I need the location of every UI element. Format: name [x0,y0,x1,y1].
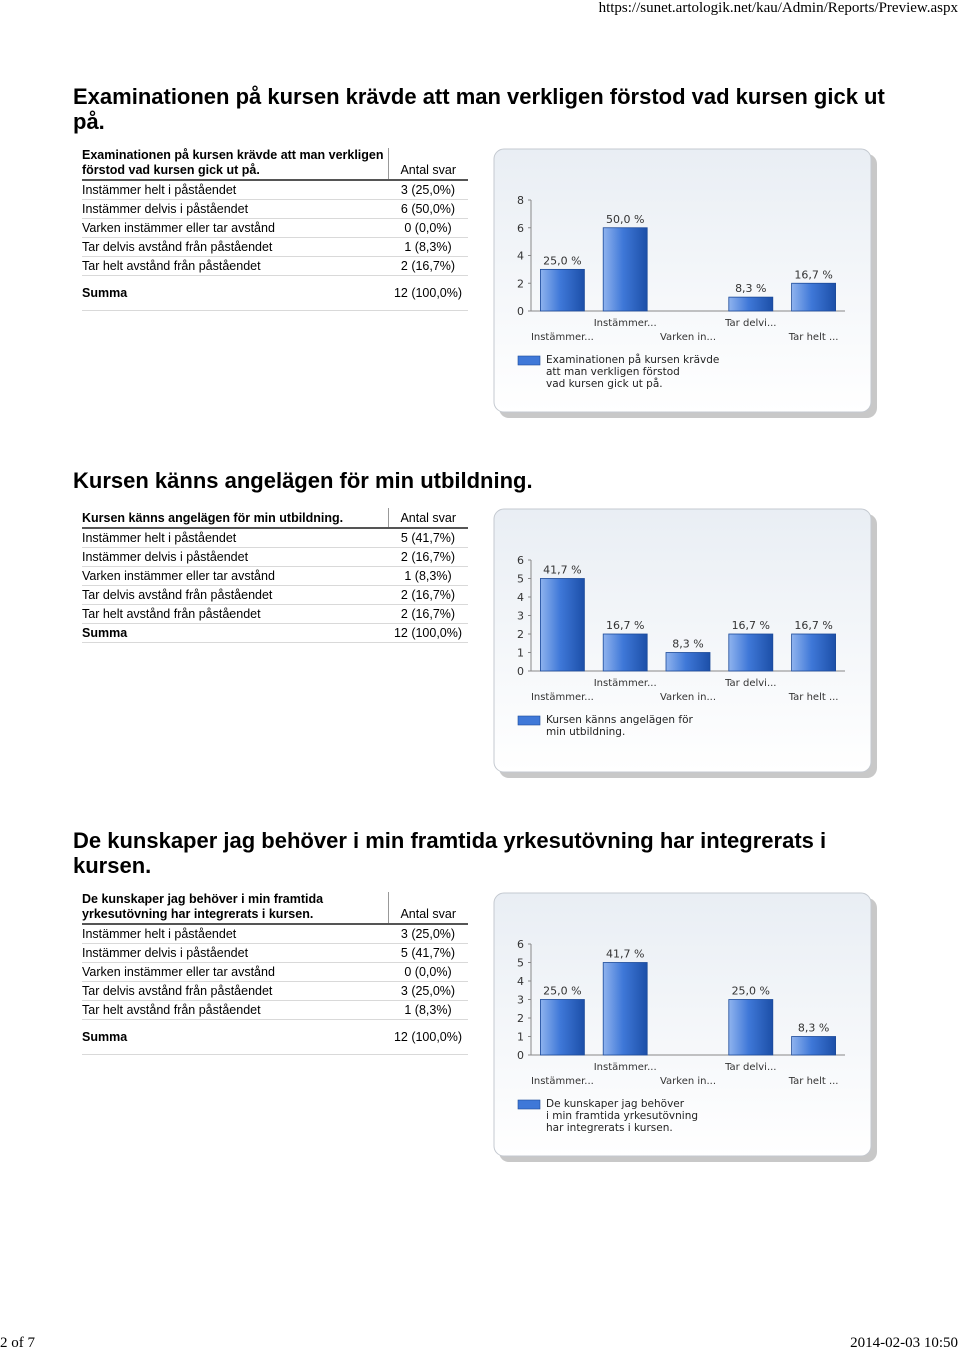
y-tick-label: 4 [517,975,524,988]
bar [729,1000,773,1056]
sum-value: 12 (100,0%) [388,624,468,643]
print-datetime: 2014-02-03 10:50 [850,1335,958,1351]
table-row [82,1001,468,1020]
row-value: 0 (0,0%) [388,219,468,238]
bar [603,228,647,311]
row-label: Tar delvis avstånd från påståendet [82,586,388,605]
legend-label: vad kursen gick ut på. [546,378,663,390]
y-tick-label: 2 [517,1012,524,1025]
row-value: 1 (8,3%) [388,567,468,586]
row-value: 3 (25,0%) [388,982,468,1001]
row-value: 0 (0,0%) [388,963,468,982]
row-value: 3 (25,0%) [388,924,468,944]
row-label: Varken instämmer eller tar avstånd [82,567,388,586]
table-row [82,257,468,276]
y-tick-label: 4 [517,591,524,604]
data-label: 25,0 % [543,984,582,998]
sum-label: Summa [82,276,388,311]
x-tick-label: Tar helt ... [788,332,839,343]
row-label: Instämmer delvis i påståendet [82,944,388,963]
table-row [82,567,468,586]
data-label: 8,3 % [672,637,704,651]
row-label: Tar delvis avstånd från påståendet [82,982,388,1001]
bar [729,634,773,671]
section-title-3: De kunskaper jag behöver i min framtida yrkesutövning har integrerats i kursen. [73,828,827,878]
row-value: 2 (16,7%) [388,548,468,567]
x-tick-label: Instämmer... [593,678,657,689]
bar [666,653,710,672]
sum-row [82,624,468,643]
sum-value: 12 (100,0%) [388,276,468,311]
row-label: Tar helt avstånd från påståendet [82,605,388,624]
sum-row [82,276,468,311]
y-tick-label: 5 [517,956,524,970]
bar-chart-3 [493,892,879,1164]
table-row [82,238,468,257]
bar-chart-svg [493,892,879,1164]
data-label: 25,0 % [543,254,582,268]
answer-table-3 [82,892,468,1055]
x-tick-label: Varken in... [659,1076,717,1087]
row-value: 6 (50,0%) [388,200,468,219]
y-tick-label: 6 [517,554,524,567]
x-tick-label: Instämmer... [530,1076,594,1087]
legend-label: Examinationen på kursen krävde [546,354,720,366]
table-row [82,963,468,982]
x-tick-label: Instämmer... [530,332,594,343]
data-label: 8,3 % [735,282,767,296]
y-tick-label: 1 [517,646,524,660]
y-tick-label: 3 [517,609,524,623]
row-label: Instämmer delvis i påståendet [82,548,388,567]
legend-label: De kunskaper jag behöver [546,1098,685,1110]
table-row [82,982,468,1001]
data-label: 16,7 % [605,619,645,632]
answer-count-header: Antal svar [388,148,468,180]
y-tick-label: 5 [517,572,524,586]
data-label: 41,7 % [605,947,645,961]
data-label: 50,0 % [605,212,645,226]
x-tick-label: Varken in... [659,332,717,343]
row-value: 2 (16,7%) [388,257,468,276]
sum-value: 12 (100,0%) [388,1020,468,1055]
answer-count-header: Antal svar [388,508,468,528]
page-number: 2 of 7 [0,1335,35,1351]
y-tick-label: 2 [517,628,524,641]
row-value: 1 (8,3%) [388,238,468,257]
legend-label: har integrerats i kursen. [546,1122,673,1134]
table-question: Examinationen på kursen krävde att man verkligen förstod vad kursen gick ut på. [82,148,388,180]
row-label: Instämmer helt i påståendet [82,924,388,944]
y-tick-label: 6 [517,221,524,235]
legend-swatch [518,356,540,365]
row-value: 1 (8,3%) [388,1001,468,1020]
bar-chart-svg [493,148,879,420]
legend-swatch [518,1100,540,1109]
row-value: 5 (41,7%) [388,944,468,963]
section-title-2: Kursen känns angelägen för min utbildning. [73,468,533,493]
bar [540,579,584,672]
table-row [82,924,468,944]
row-label: Varken instämmer eller tar avstånd [82,219,388,238]
bar [792,1037,836,1056]
row-label: Instämmer delvis i påståendet [82,200,388,219]
row-value: 2 (16,7%) [388,605,468,624]
table-row [82,605,468,624]
sum-label: Summa [82,1020,388,1055]
x-tick-label: Tar helt ... [788,692,839,703]
y-tick-label: 4 [517,249,524,263]
sum-row [82,1020,468,1055]
row-value: 3 (25,0%) [388,180,468,200]
answer-table-1 [82,148,468,311]
table-row [82,219,468,238]
bar-chart-svg [493,508,879,780]
bar-chart-2 [493,508,879,780]
row-value: 5 (41,7%) [388,528,468,548]
legend-label: i min framtida yrkesutövning [546,1110,699,1122]
row-label: Varken instämmer eller tar avstånd [82,963,388,982]
legend-label: Kursen känns angelägen för [546,714,693,726]
row-value: 2 (16,7%) [388,586,468,605]
row-label: Tar helt avstånd från påståendet [82,257,388,276]
y-tick-label: 0 [517,305,524,318]
legend-label: att man verkligen förstod [546,366,680,378]
table-row [82,180,468,200]
answer-table-2 [82,508,468,643]
x-tick-label: Tar helt ... [788,1076,839,1087]
y-tick-label: 2 [517,277,524,291]
bar-chart-1 [493,148,879,420]
x-tick-label: Instämmer... [530,692,594,703]
x-tick-label: Varken in... [659,692,717,703]
bar [603,634,647,671]
data-label: 25,0 % [731,984,771,998]
data-label: 8,3 % [797,1021,830,1035]
y-tick-label: 0 [517,1049,524,1062]
data-label: 16,7 % [794,268,833,282]
table-row [82,548,468,567]
row-label: Instämmer helt i påståendet [82,180,388,200]
x-tick-label: Tar delvi... [725,1062,777,1073]
bar [603,963,647,1056]
section-title-1: Examinationen på kursen krävde att man verkligen förstod vad kursen gick ut på. [73,84,885,134]
y-tick-label: 3 [517,993,524,1007]
table-row [82,528,468,548]
row-label: Tar helt avstånd från påståendet [82,1001,388,1020]
bar [729,297,773,311]
table-question: De kunskaper jag behöver i min framtida yrkesutövning har integrerats i kursen. [82,892,388,924]
table-row [82,200,468,219]
sum-label: Summa [82,624,388,643]
bar [540,1000,584,1056]
y-tick-label: 0 [517,665,524,678]
data-label: 16,7 % [731,619,771,632]
y-tick-label: 6 [517,938,524,951]
y-tick-label: 8 [517,194,524,207]
legend-label: min utbildning. [546,726,626,738]
table-question: Kursen känns angelägen för min utbildning. [82,508,388,528]
row-label: Tar delvis avstånd från påståendet [82,238,388,257]
bar [792,634,836,671]
legend-swatch [518,716,540,725]
data-label: 41,7 % [543,563,582,577]
table-row [82,944,468,963]
page-url: https://sunet.artologik.net/kau/Admin/Reports/Preview.aspx [598,0,958,16]
row-label: Instämmer helt i påståendet [82,528,388,548]
answer-count-header: Antal svar [388,892,468,924]
data-label: 16,7 % [794,619,833,632]
x-tick-label: Tar delvi... [725,678,777,689]
bar [792,283,836,311]
x-tick-label: Instämmer... [593,318,657,329]
x-tick-label: Instämmer... [593,1062,657,1073]
y-tick-label: 1 [517,1030,524,1044]
x-tick-label: Tar delvi... [725,318,777,329]
table-row [82,586,468,605]
bar [540,269,584,311]
